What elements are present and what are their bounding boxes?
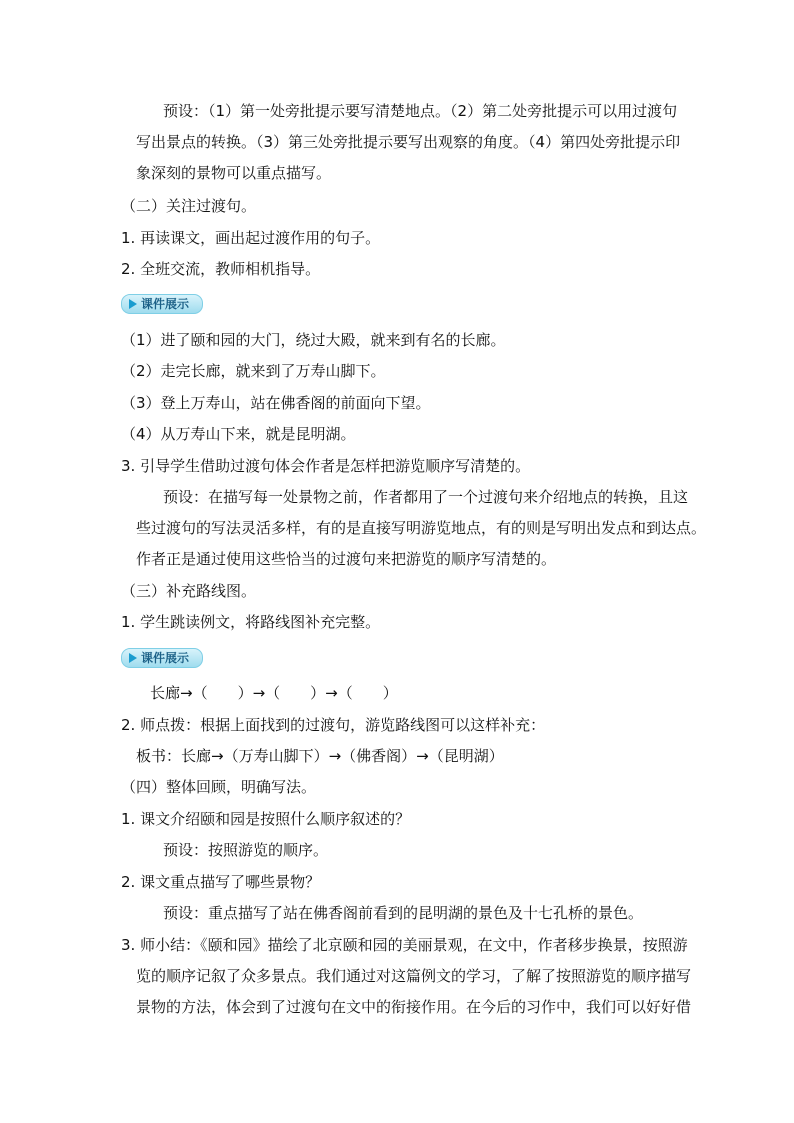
step-4-3-line-2: 览的顺序记叙了众多景点。我们通过对这篇例文的学习，了解了按照游览的顺序描写: [136, 967, 692, 985]
quote-4: （4）从万寿山下来，就是昆明湖。: [121, 425, 356, 443]
play-triangle-icon: [129, 653, 137, 663]
step-2-3: 3. 引导学生借助过渡句体会作者是怎样把游览顺序写清楚的。: [121, 457, 531, 475]
badge-label: 课件展示: [141, 297, 190, 311]
route-diagram: 长廊→（ ）→（ ）→（ ）: [150, 684, 398, 702]
para1-line-1: 预设：（1）第一处旁批提示要写清楚地点。（2）第二处旁批提示可以用过渡句: [163, 102, 678, 120]
answer-4-1: 预设：按照游览的顺序。: [163, 841, 329, 859]
step-3-1: 1. 学生跳读例文，将路线图补充完整。: [121, 613, 381, 631]
para2-line-1: 预设：在描写每一处景物之前，作者都用了一个过渡句来介绍地点的转换，且这: [163, 488, 689, 506]
para1-line-3: 象深刻的景物可以重点描写。: [136, 164, 332, 182]
step-4-1: 1. 课文介绍颐和园是按照什么顺序叙述的？: [121, 810, 411, 828]
badge-label: 课件展示: [141, 651, 190, 665]
step-4-3-line-1: 3. 师小结：《颐和园》描绘了北京颐和园的美丽景观，在文中，作者移步换景，按照游: [121, 936, 688, 954]
courseware-badge-2: [121, 648, 203, 668]
board-writing: 板书：长廊→（万寿山脚下）→（佛香阁）→（昆明湖）: [136, 747, 504, 765]
courseware-badge-1: [121, 294, 203, 314]
para1-line-2: 写出景点的转换。（3）第三处旁批提示要写出观察的角度。（4）第四处旁批提示印: [136, 133, 681, 151]
section-heading-2: （二）关注过渡句。: [121, 197, 257, 215]
step-3-2: 2. 师点拨：根据上面找到的过渡句，游览路线图可以这样补充：: [121, 716, 546, 734]
step-2-2: 2. 全班交流，教师相机指导。: [121, 260, 321, 278]
quote-3: （3）登上万寿山，站在佛香阁的前面向下望。: [121, 394, 431, 412]
answer-4-2: 预设：重点描写了站在佛香阁前看到的昆明湖的景色及十七孔桥的景色。: [163, 904, 644, 922]
play-triangle-icon: [129, 299, 137, 309]
para2-line-2: 些过渡句的写法灵活多样，有的是直接写明游览地点，有的则是写明出发点和到达点。: [136, 519, 707, 537]
quote-2: （2）走完长廊，就来到了万寿山脚下。: [121, 362, 386, 380]
step-2-1: 1. 再读课文，画出起过渡作用的句子。: [121, 229, 381, 247]
section-heading-4: （四）整体回顾，明确写法。: [121, 778, 317, 796]
quote-1: （1）进了颐和园的大门，绕过大殿，就来到有名的长廊。: [121, 331, 506, 349]
section-heading-3: （三）补充路线图。: [121, 582, 257, 600]
para2-line-3: 作者正是通过使用这些恰当的过渡句来把游览的顺序写清楚的。: [136, 550, 557, 568]
step-4-3-line-3: 景物的方法，体会到了过渡句在文中的衔接作用。在今后的习作中，我们可以好好借: [136, 998, 692, 1016]
step-4-2: 2. 课文重点描写了哪些景物？: [121, 873, 321, 891]
